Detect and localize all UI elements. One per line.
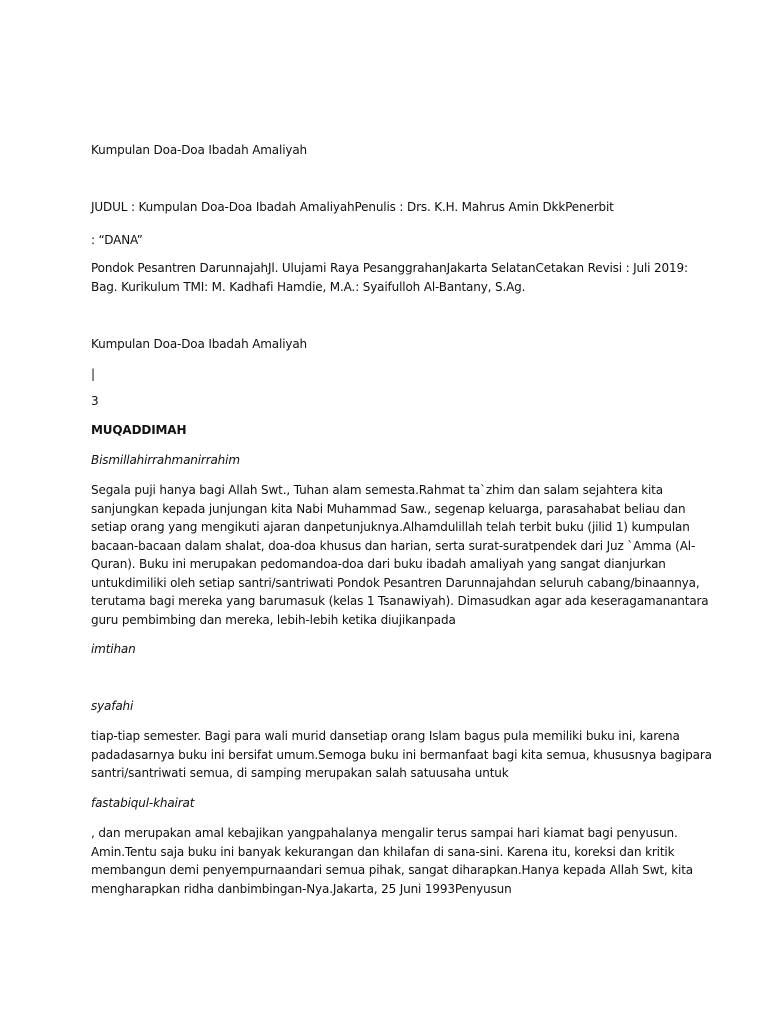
paragraph-line: guru pembimbing dan mereka, lebih-lebih ketika diujikanpada <box>91 612 456 627</box>
imtihan-term: imtihan <box>91 642 136 656</box>
paragraph-line: tiap-tiap semester. Bagi para wali murid dansetiap orang Islam bagus pula memiliki buku ini, karena <box>91 729 680 743</box>
paragraph-line: , dan merupakan amal kebajikan yangpahalanya mengalir terus sampai hari kiamat bagi penyusun. <box>91 826 678 840</box>
publisher-line: Bag. Kurikulum TMI: M. Kadhafi Hamdie, M.A.: Syaifulloh Al-Bantany, S.Ag. <box>91 279 526 294</box>
paragraph-line: membangun demi penyempurnaandari semua pihak, sangat diharapkan.Hanya kepada Allah Swt, kita <box>91 863 693 877</box>
paragraph-line: terutama bagi mereka yang barumasuk (kelas 1 Tsanawiyah). Dimasudkan agar ada keseragamanantara <box>91 594 709 608</box>
paragraph-1 <box>91 481 709 629</box>
header-separator: | <box>91 367 95 381</box>
paragraph-2 <box>91 727 712 783</box>
paragraph-line: setiap orang yang mengikuti ajaran danpetunjuknya.Alhamdulillah telah terbit buku (jilid 1) kumpulan <box>91 520 690 534</box>
paragraph-3 <box>91 824 693 898</box>
bismillah-text: Bismillahirrahmanirrahim <box>91 453 240 467</box>
publisher-name-line: : “DANA” <box>91 233 143 247</box>
paragraph-line: mengharapkan ridha danbimbingan-Nya.Jakarta, 25 Juni 1993Penyusun <box>91 881 512 896</box>
fastabiqul-term: fastabiqul-khairat <box>91 796 195 810</box>
paragraph-line: bacaan-bacaan dalam shalat, doa-doa khusus dan harian, serta surat-suratpendek dari Juz `Amma (Al- <box>91 538 696 553</box>
paragraph-line: untukdimiliki oleh setiap santri/santriwati Pondok Pesantren Darunnajahdan seluruh cabang/binaannya, <box>91 575 700 590</box>
publisher-line: Pondok Pesantren DarunnajahJl. Ulujami Raya PesanggrahanJakarta SelatanCetakan Revisi : Juli 2019: <box>91 261 688 275</box>
section-heading: MUQADDIMAH <box>91 423 187 437</box>
paragraph-line: sanjungkan kepada junjungan kita Nabi Muhammad Saw., segenap keluarga, parasahabat beliau dan <box>91 501 686 516</box>
publisher-details <box>91 259 688 296</box>
running-header: Kumpulan Doa-Doa Ibadah Amaliyah <box>91 337 307 351</box>
paragraph-line: Quran). Buku ini merupakan pedomandoa-doa dari buku ibadah amaliyah yang sangat dianjurkan <box>91 557 666 571</box>
page-number: 3 <box>91 394 99 408</box>
paragraph-line: padadasarnya buku ini bersifat umum.Semoga buku ini bermanfaat bagi kita semua, khususnya bagipara <box>91 747 712 762</box>
document-title: Kumpulan Doa-Doa Ibadah Amaliyah <box>91 143 307 157</box>
paragraph-line: santri/santriwati semua, di samping merupakan salah satuusaha untuk <box>91 766 509 780</box>
syafahi-term: syafahi <box>91 699 134 713</box>
paragraph-line: Amin.Tentu saja buku ini banyak kekurangan dan khilafan di sana-sini. Karena itu, koreksi dan kritik <box>91 844 675 859</box>
judul-line: JUDUL : Kumpulan Doa-Doa Ibadah AmaliyahPenulis : Drs. K.H. Mahrus Amin DkkPenerbit <box>91 200 614 214</box>
paragraph-line: Segala puji hanya bagi Allah Swt., Tuhan alam semesta.Rahmat ta`zhim dan salam sejahtera kita <box>91 483 663 497</box>
